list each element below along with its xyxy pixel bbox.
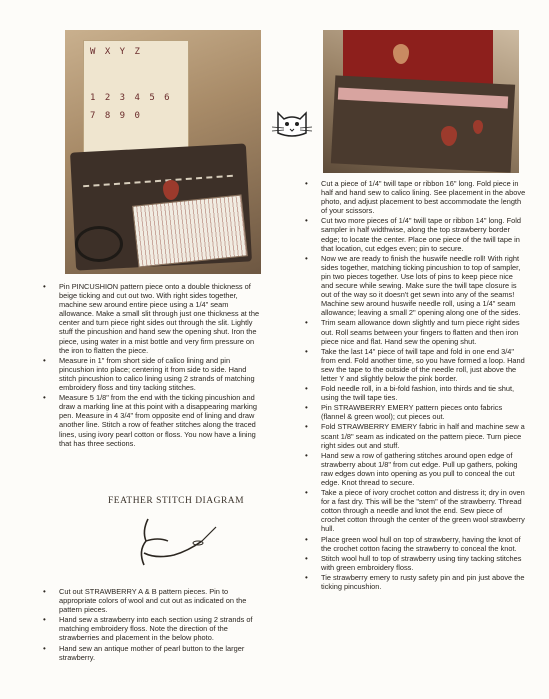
diagram-title: FEATHER STITCH DIAGRAM — [108, 496, 245, 506]
instructions-left-column-lower — [43, 587, 260, 663]
scissors-icon — [75, 226, 123, 262]
list-item: • Pin STRAWBERRY EMERY pattern pieces onto fabrics (flannel & green wool); cut pieces out. — [305, 403, 503, 422]
list-item: • Trim seam allowance down slightly and turn piece right sides out. Roll seams between your fingers to flatten and then iron piece nice and flat. Hand sew the opening shut. — [305, 318, 520, 346]
list-item: • Now we are ready to finish the huswife needle roll! With right sides together, matching ticking pincushion to top of sampler, pin two pieces together. Use lots of pins to keep piece nice and secure while sewing. Make sure the twill tape closure is out of the way so it doesn't get sewn into any of the seams! Machine sew around huswife needle roll, using a 1/4" seam allowance; leaving a small 2" opening along one of the sides. — [305, 253, 521, 318]
cat-stamp-icon — [266, 103, 318, 141]
sampler-letters: W X Y Z — [90, 47, 142, 57]
instructions-left-column — [43, 282, 260, 449]
list-item: • Measure in 1" from short side of calico lining and pin pincushion into place; centering it from side to side. Hand stitch pincushion to calico lining using 2 strands of matching embroidery floss and tiny tacking stitches. — [43, 355, 255, 393]
feather-stitch-diagram — [128, 511, 220, 575]
sampler-numbers-row-1: 1 2 3 4 5 6 — [90, 93, 172, 103]
list-item: • Cut two more pieces of 1/4" twill tape or ribbon 14" long. Fold sampler in half widthwise, along the top strawberry border edge; to locate the center. Place one piece of the twill tape in that location, cut edges even; pin to secure. — [305, 216, 521, 253]
list-item: • Cut out STRAWBERRY A & B pattern pieces. Pin to appropriate colors of wool and cut out as indicated on the pattern pieces. — [43, 587, 247, 615]
list-item: • Place green wool hull on top of strawberry, having the knot of the crochet cotton facing the strawberry to conceal the knot. — [305, 534, 521, 553]
list-item: • Hand sew an antique mother of pearl button to the larger strawberry. — [43, 643, 245, 662]
sampler-numbers-row-2: 7 8 9 0 — [90, 111, 142, 121]
ticking-pincushion — [132, 194, 248, 267]
list-item: • Stitch wool hull to top of strawberry using tiny tacking stitches with green embroidery floss. — [305, 553, 522, 572]
list-item: • Hand sew a row of gathering stitches around open edge of strawberry about 1/8" from cut edge. Pull up gathers, poking raw edges down into opening as you pull to conceal the cut edge. Knot thread to secure. — [305, 450, 518, 487]
list-item: • Take the last 14" piece of twill tape and fold in one end 3/4" from end. Fold another time, so you have formed a loop. Hand sew the tape to the outside of the needle roll, just above the letter Y and slightly below the pink border. — [305, 346, 525, 383]
list-item: • Fold needle roll, in a bi-fold fashion, into thirds and tie shut, using the twill tape ties. — [305, 384, 515, 403]
list-item: • Cut a piece of 1/4" twill tape or ribbon 16" long. Fold piece in half and hand sew to calico lining. See placement in the above photo, and adjust placement to best accommodate the length of your scissors. — [305, 179, 526, 216]
list-item: • Hand sew a strawberry into each section using 2 strands of matching embroidery floss. Note the direction of the strawberries and placement in the below photo. — [43, 615, 253, 643]
instructions-right-column — [305, 179, 526, 592]
list-item: • Pin PINCUSHION pattern piece onto a double thickness of beige ticking and cut out two. With right sides together, machine sew around entire piece using a 1/4" seam allowance. Make a small slit through just one thickness at the center and turn piece right sides out through the slit. Lightly stuff the pincushion and hand sew the opening shut. Iron the piece, using water in a mist bottle and very firm pressure on the iron to flatten the piece. — [43, 282, 260, 355]
list-item: • Measure 5 1/8" from the end with the ticking pincushion and draw a marking line at this point with a disappearing marking pen. Measure in 4 3/4" from opposite end of lining and draw another line. Stitch a row of feather stitches along the traced lines, using ivory pearl cotton or floss. You now have a lining that has three sections. — [43, 393, 258, 448]
photo-strawberry-needle-roll — [323, 30, 519, 173]
list-item: • Tie strawberry emery to rusty safety pin and pin just above the ticking pincushion. — [305, 572, 525, 592]
photo-needle-roll-with-pincushion — [65, 30, 261, 274]
list-item: • Take a piece of ivory crochet cotton and distress it; dry in oven for a fast dry. This will be the "stem" of the strawberry. Thread cotton through a needle and knot the end. Sew piece of crochet cotton through the center of the green wool strawberry hull. — [305, 488, 525, 534]
list-item: • Fold STRAWBERRY EMERY fabric in half and machine sew a scant 1/8" seam as indicated on the pattern piece. Turn piece right sides out and stuff. — [305, 422, 525, 450]
